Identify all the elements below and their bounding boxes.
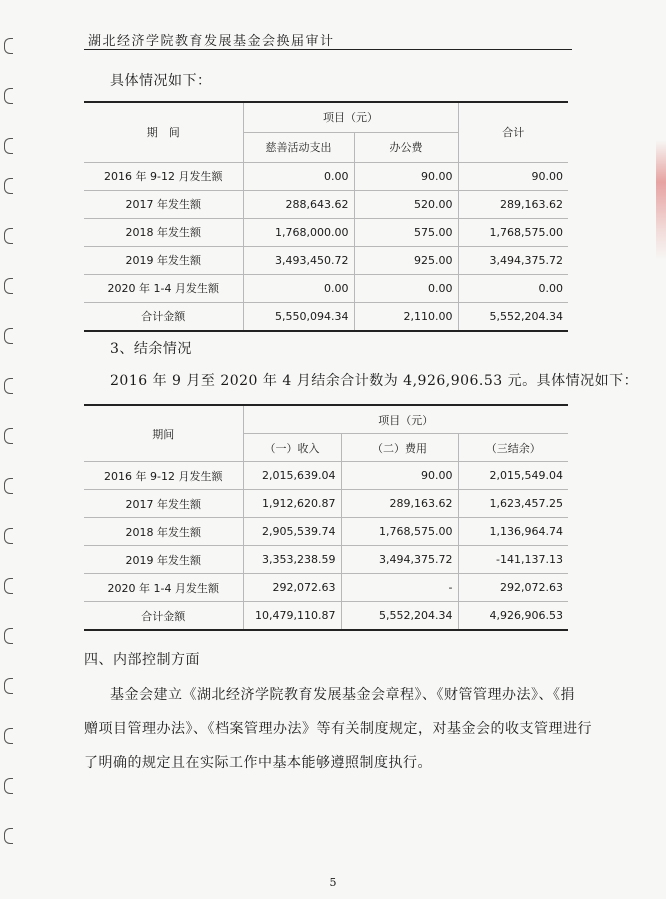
expense-value: 289,163.62 [341,490,458,518]
total-value: 1,768,575.00 [458,218,568,246]
page-number: 5 [329,876,337,889]
balance-value: 1,623,457.25 [458,490,568,518]
table2-header-income: （一）收入 [243,434,341,462]
table-row [84,462,568,490]
total-value: 0.00 [458,274,568,302]
header-divider [84,49,572,50]
balance-value: 4,926,906.53 [458,602,568,631]
office-value: 925.00 [354,246,458,274]
row-period: 2019 年发生额 [84,546,243,574]
row-period: 合计金额 [84,302,243,331]
intro-text: 具体情况如下： [110,73,212,89]
seal-stamp-edge [656,140,666,260]
income-value: 2,905,539.74 [243,518,341,546]
table1-header-total: 合计 [458,102,568,162]
table-row [84,574,568,602]
balance-value: 1,136,964.74 [458,518,568,546]
charity-value: 3,493,450.72 [243,246,354,274]
row-period: 2019 年发生额 [84,246,243,274]
office-value: 575.00 [354,218,458,246]
table2-header-expense: （二）费用 [341,434,458,462]
table-row [84,162,568,190]
total-value: 90.00 [458,162,568,190]
income-value: 1,912,620.87 [243,490,341,518]
office-value: 90.00 [354,162,458,190]
balance-value: 292,072.63 [458,574,568,602]
row-period: 2017 年发生额 [84,190,243,218]
office-value: 520.00 [354,190,458,218]
table-row [84,546,568,574]
section4-line-1: 基金会建立《湖北经济学院教育发展基金会章程》、《财管管理办法》、《捐 [110,687,575,703]
row-period: 2020 年 1-4 月发生额 [84,574,243,602]
row-period: 合计金额 [84,602,243,631]
expense-value: 5,552,204.34 [341,602,458,631]
section3-heading: 3、结余情况 [110,341,192,357]
total-value: 289,163.62 [458,190,568,218]
table-row [84,218,568,246]
table-row [84,246,568,274]
row-period: 2016 年 9-12 月发生额 [84,162,243,190]
section4-line-3: 了明确的规定且在实际工作中基本能够遵照制度执行。 [84,755,432,771]
expense-value: 90.00 [341,462,458,490]
table2-header-period: 期间 [84,405,243,462]
table-row [84,190,568,218]
income-value: 2,015,639.04 [243,462,341,490]
table1-header-period: 期 间 [84,102,243,162]
row-period: 2018 年发生额 [84,518,243,546]
row-period: 2017 年发生额 [84,490,243,518]
table2-header-project: 项目（元） [243,405,568,434]
expense-table [84,101,568,332]
table1-header-office: 办公费 [354,132,458,162]
balance-value: 2,015,549.04 [458,462,568,490]
table-total-row [84,302,568,331]
expense-value: 3,494,375.72 [341,546,458,574]
balance-value: -141,137.13 [458,546,568,574]
charity-value: 1,768,000.00 [243,218,354,246]
table-row [84,518,568,546]
table-total-row [84,602,568,631]
charity-value: 0.00 [243,274,354,302]
expense-value: 1,768,575.00 [341,518,458,546]
table1-header-charity: 慈善活动支出 [243,132,354,162]
balance-table [84,404,568,631]
income-value: 292,072.63 [243,574,341,602]
expense-value: - [341,574,458,602]
row-period: 2016 年 9-12 月发生额 [84,462,243,490]
binder-rings [0,0,16,899]
section4-heading: 四、内部控制方面 [84,652,200,668]
office-value: 2,110.00 [354,302,458,331]
section3-text: 2016 年 9 月至 2020 年 4 月结余合计数为 4,926,906.53 元。具体情况如下： [110,373,639,389]
total-value: 3,494,375.72 [458,246,568,274]
income-value: 3,353,238.59 [243,546,341,574]
income-value: 10,479,110.87 [243,602,341,631]
page-header-title: 湖北经济学院教育发展基金会换届审计 [88,34,335,49]
table1-header-project: 项目（元） [243,102,458,132]
row-period: 2018 年发生额 [84,218,243,246]
section4-line-2: 赠项目管理办法》、《档案管理办法》等有关制度规定，对基金会的收支管理进行 [84,721,592,737]
office-value: 0.00 [354,274,458,302]
row-period: 2020 年 1-4 月发生额 [84,274,243,302]
table2-header-balance: （三结余） [458,434,568,462]
charity-value: 288,643.62 [243,190,354,218]
charity-value: 0.00 [243,162,354,190]
charity-value: 5,550,094.34 [243,302,354,331]
table-row [84,274,568,302]
table-row [84,490,568,518]
total-value: 5,552,204.34 [458,302,568,331]
